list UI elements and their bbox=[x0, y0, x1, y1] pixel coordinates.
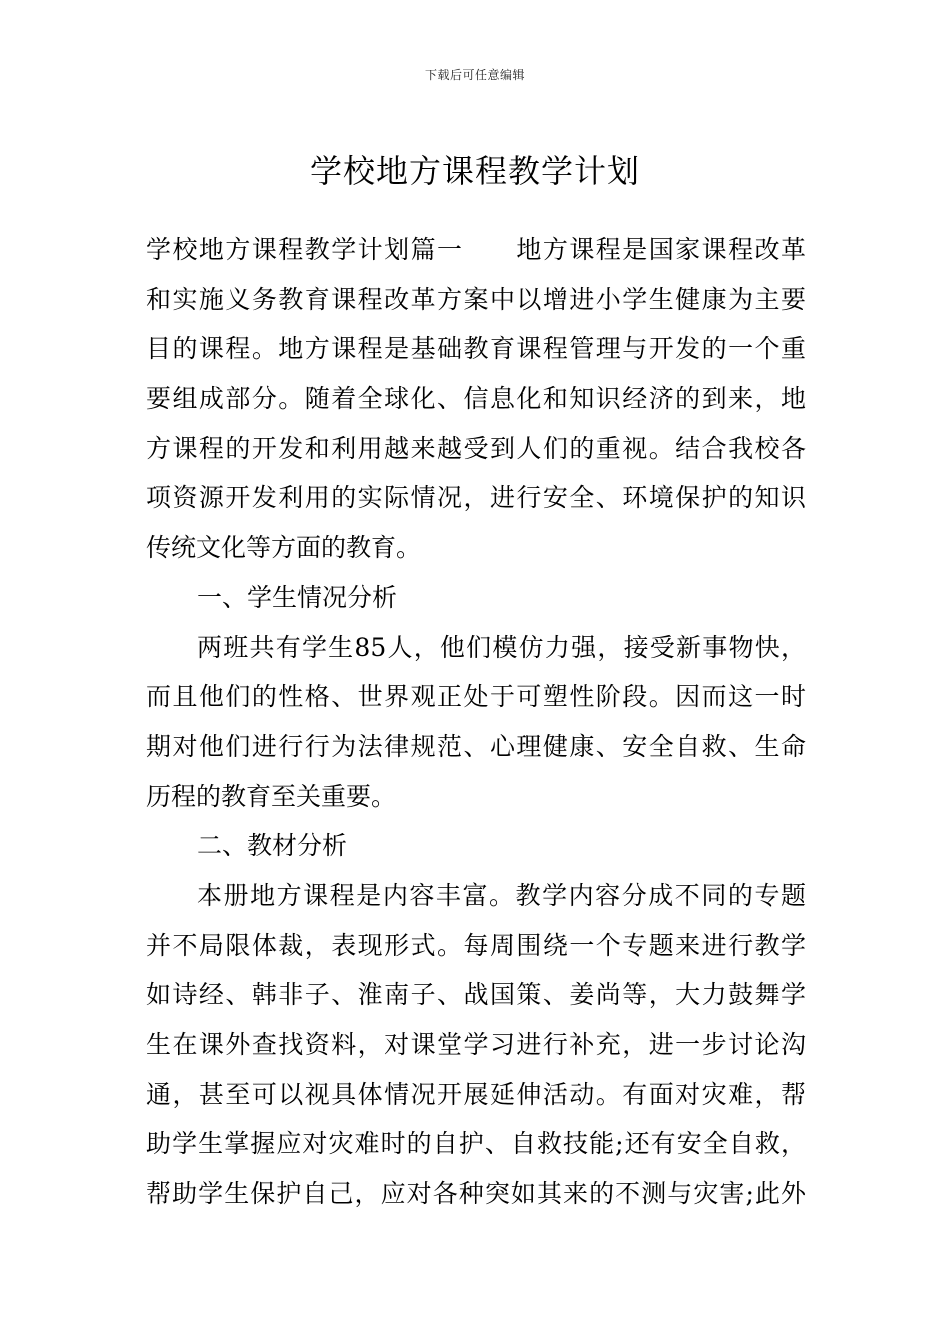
document-title: 学校地方课程教学计划 bbox=[309, 152, 640, 191]
body-line: 两班共有学生85人，他们模仿力强，接受新事物快， bbox=[197, 632, 806, 662]
body-line: 方课程的开发和利用越来越受到人们的重视。结合我校各 bbox=[146, 433, 806, 463]
body-line: 助学生掌握应对灾难时的自护、自救技能;还有安全自救， bbox=[146, 1129, 806, 1159]
body-line: 如诗经、韩非子、淮南子、战国策、姜尚等，大力鼓舞学 bbox=[146, 980, 806, 1010]
body-line: 本册地方课程是内容丰富。教学内容分成不同的专题 bbox=[197, 880, 806, 910]
section-heading: 二、教材分析 bbox=[197, 831, 348, 861]
body-line: 并不局限体裁，表现形式。每周围绕一个专题来进行教学 bbox=[146, 930, 806, 960]
body-line: 生在课外查找资料，对课堂学习进行补充，进一步讨论沟 bbox=[146, 1030, 806, 1059]
body-line: 历程的教育至关重要。 bbox=[146, 781, 397, 811]
header-note: 下载后可任意编辑 bbox=[424, 68, 525, 82]
body-line: 期对他们进行行为法律规范、心理健康、安全自救、生命 bbox=[146, 731, 806, 761]
body-line: 而且他们的性格、世界观正处于可塑性阶段。因而这一时 bbox=[146, 682, 806, 712]
body-line: 帮助学生保护自己，应对各种突如其来的不测与灾害;此外 bbox=[146, 1179, 806, 1209]
body-line: 学校地方课程教学计划篇一 地方课程是国家课程改革 bbox=[146, 235, 806, 264]
body-line: 通，甚至可以视具体情况开展延伸活动。有面对灾难，帮 bbox=[146, 1079, 806, 1109]
body-line: 和实施义务教育课程改革方案中以增进小学生健康为主要 bbox=[146, 284, 806, 314]
document-body bbox=[146, 225, 806, 1219]
body-line: 目的课程。地方课程是基础教育课程管理与开发的一个重 bbox=[146, 334, 806, 364]
body-line: 项资源开发利用的实际情况，进行安全、环境保护的知识 bbox=[146, 483, 806, 513]
body-line: 传统文化等方面的教育。 bbox=[146, 533, 422, 563]
body-line: 要组成部分。随着全球化、信息化和知识经济的到来，地 bbox=[146, 384, 806, 414]
section-heading: 一、学生情况分析 bbox=[197, 582, 398, 612]
